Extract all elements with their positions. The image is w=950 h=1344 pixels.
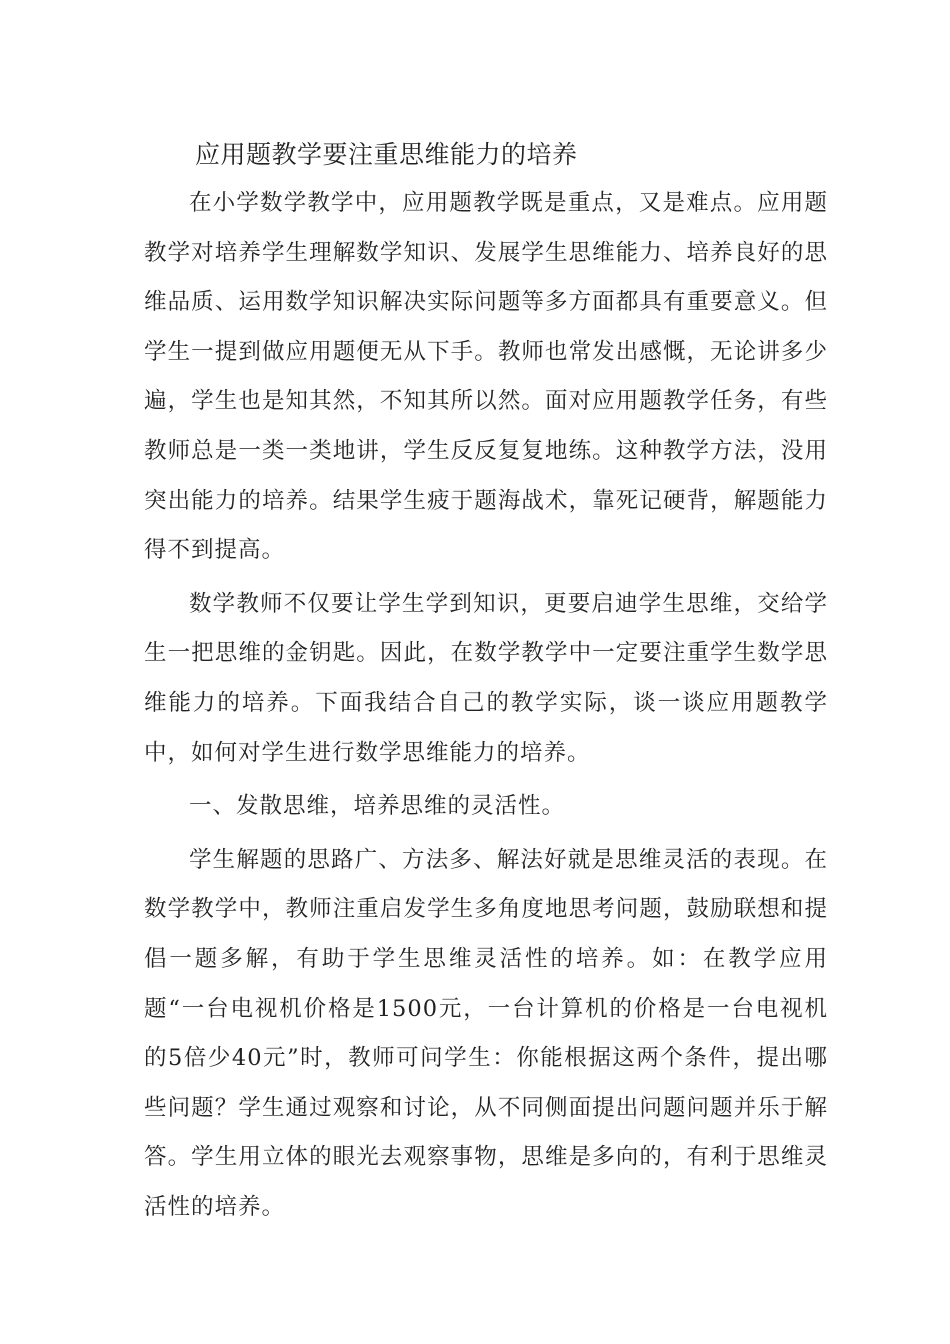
- paragraph-intro: 在小学数学教学中，应用题教学既是重点，又是难点。应用题教学对培养学生理解数学知识、发展学生思维能力、培养良好的思维品质、运用数学知识解决实际问题等多方面都具有重要意义。但学生一提到做应用题便无从下手。教师也常发出感慨，无论讲多少遍，学生也是知其然，不知其所以然。面对应用题教学任务，有些教师总是一类一类地讲，学生反反复复地练。这种教学方法，没用突出能力的培养。结果学生疲于题海战术，靠死记硬背，解题能力得不到提高。: [144, 190, 828, 564]
- document-body: [144, 130, 828, 1236]
- paragraph-purpose: 数学教师不仅要让学生学到知识，更要启迪学生思维，交给学生一把思维的金钥匙。因此，在数学教学中一定要注重学生数学思维能力的培养。下面我结合自己的教学实际，谈一谈应用题教学中，如何对学生进行数学思维能力的培养。: [144, 590, 828, 766]
- paragraph-section-1: 学生解题的思路广、方法多、解法好就是思维灵活的表现。在数学教学中，教师注重启发学生多角度地思考问题，鼓励联想和提倡一题多解，有助于学生思维灵活性的培养。如：在教学应用题“一台电视机价格是1500元，一台计算机的价格是一台电视机的5倍少40元”时，教师可问学生：你能根据这两个条件，提出哪些问题？学生通过观察和讨论，从不同侧面提出问题问题并乐于解答。学生用立体的眼光去观察事物，思维是多向的，有利于思维灵活性的培养。: [144, 846, 828, 1220]
- section-heading-1: 一、发散思维，培养思维的灵活性。: [189, 793, 566, 820]
- document-title: 应用题教学要注重思维能力的培养: [195, 140, 578, 169]
